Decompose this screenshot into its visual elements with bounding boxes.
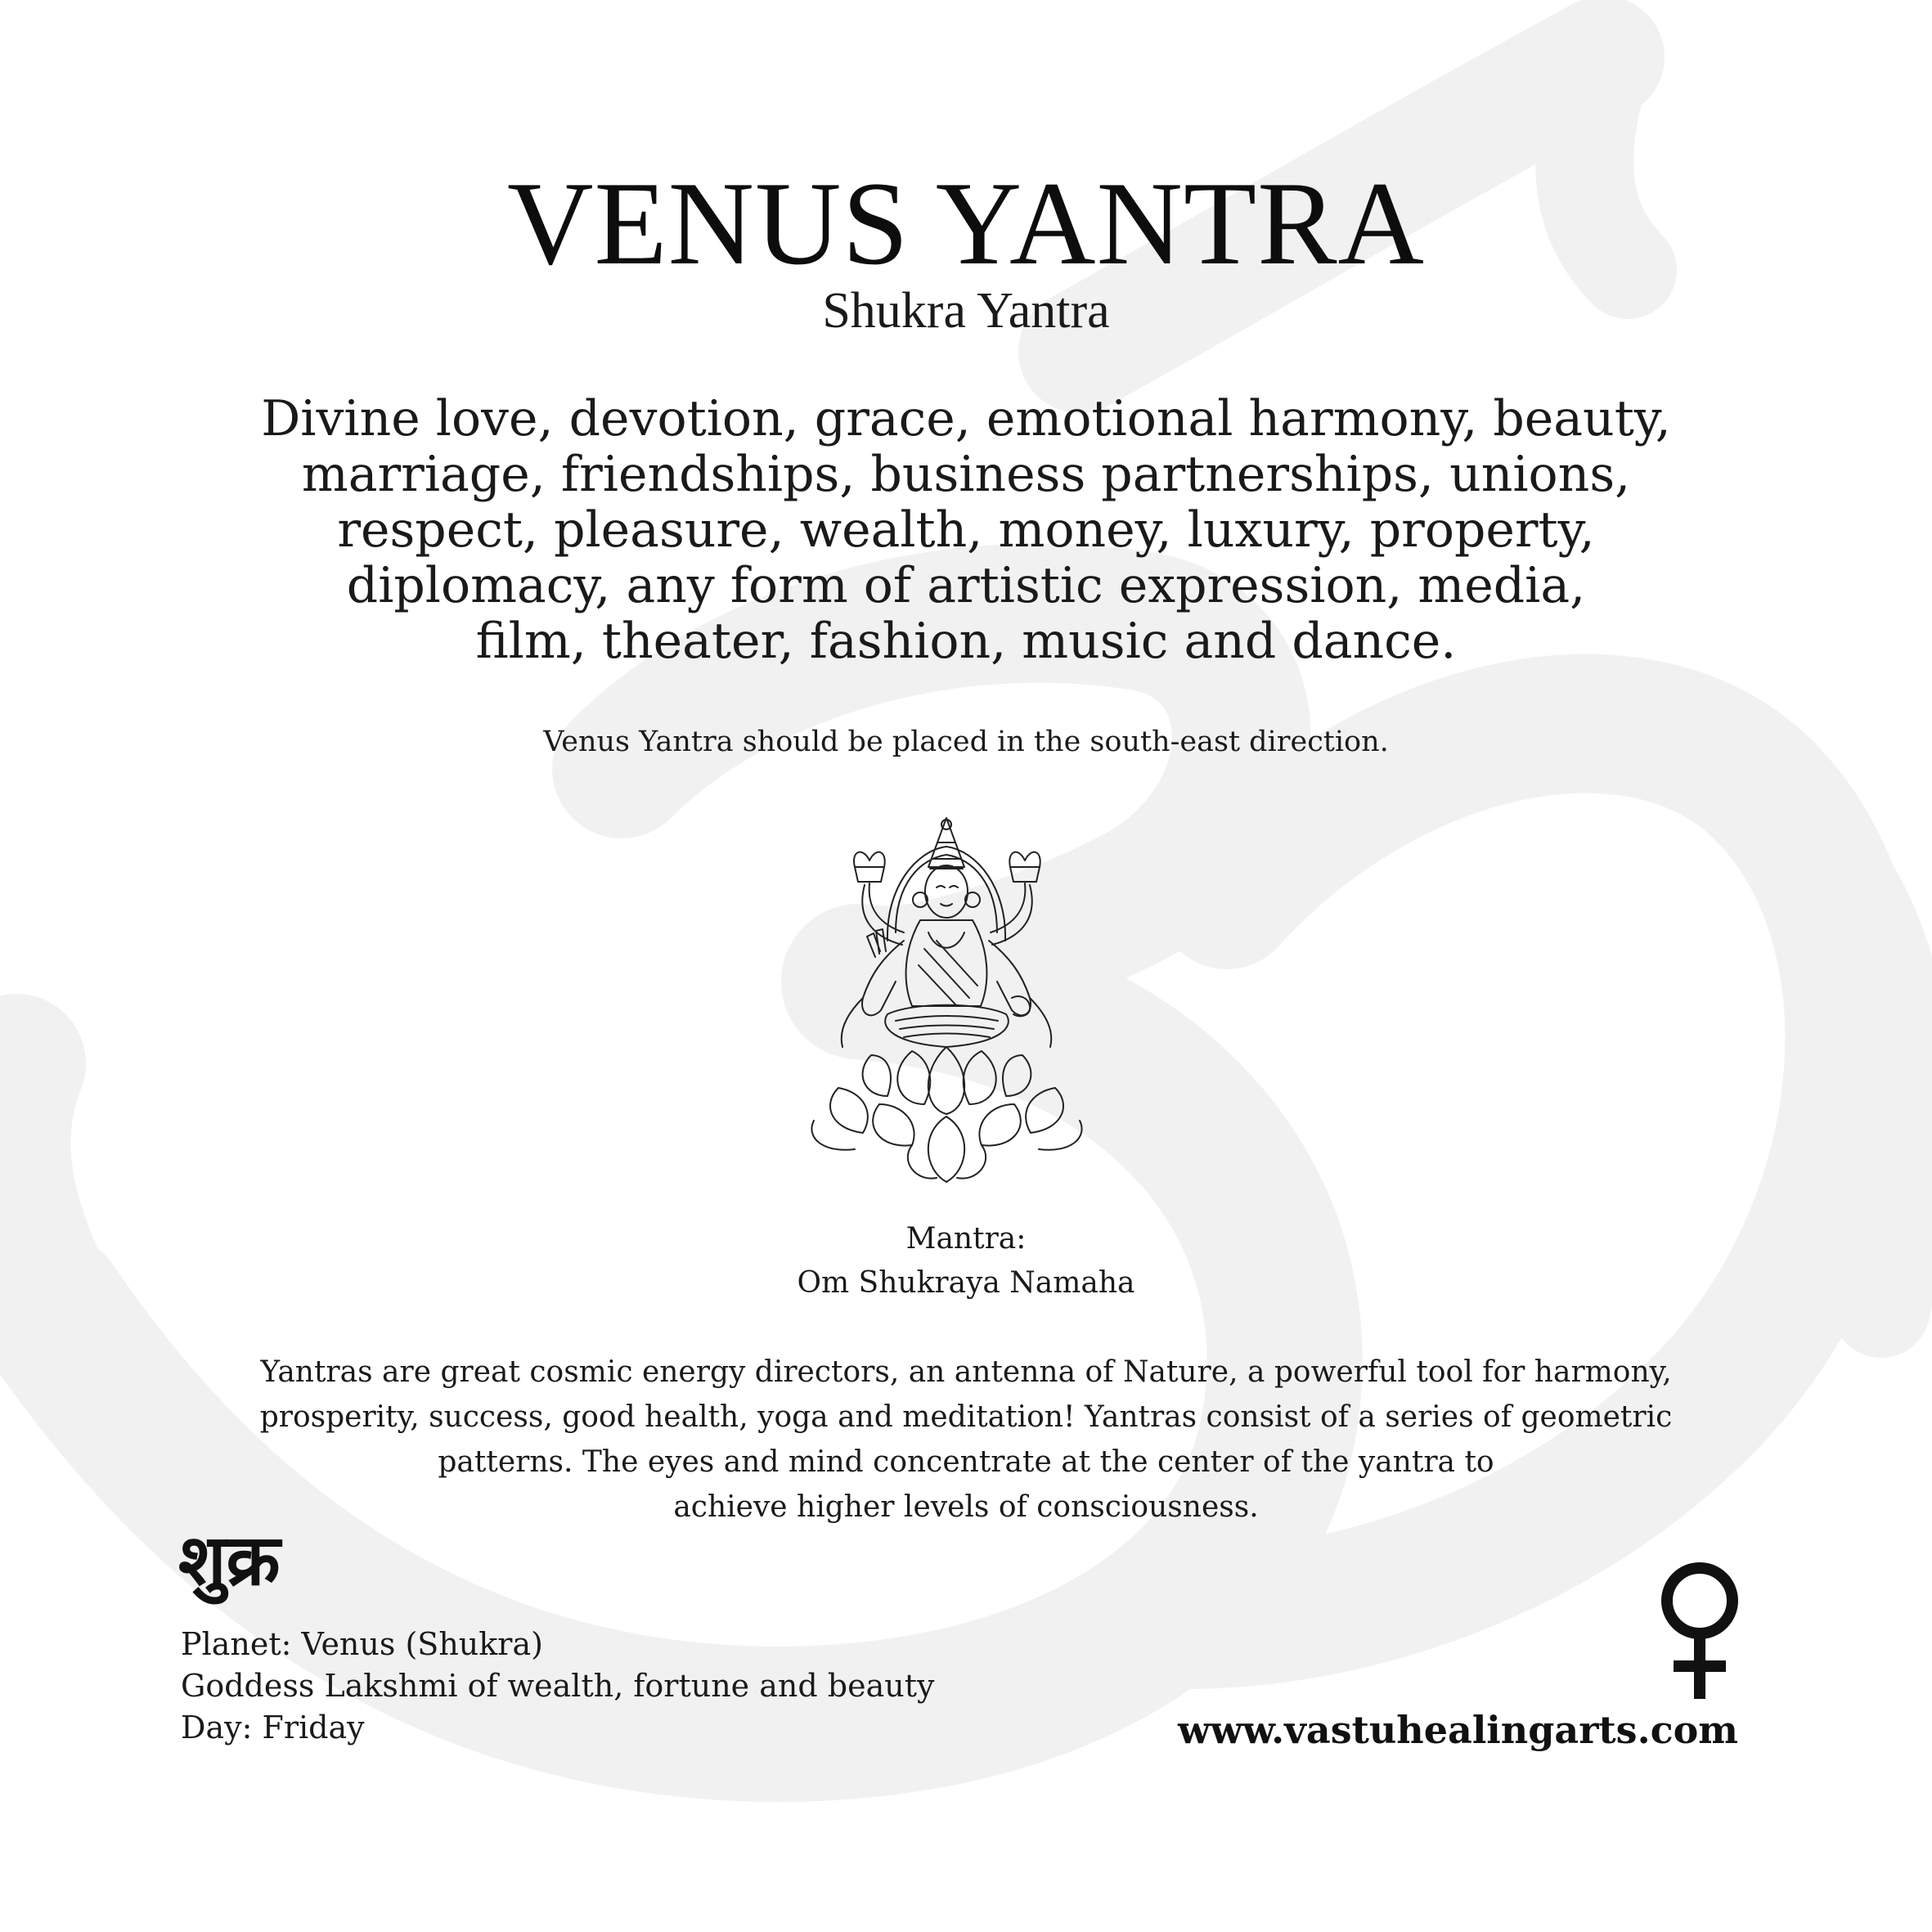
attributes-line: marriage, friendships, business partnerships, unions, xyxy=(301,446,1631,503)
attributes-line: diplomacy, any form of artistic expression, media, xyxy=(346,557,1586,614)
deity-line: Goddess Lakshmi of wealth, fortune and beauty xyxy=(181,1668,935,1704)
devanagari-shukra: शुक्र xyxy=(178,1520,281,1602)
venus-symbol-icon xyxy=(1651,1558,1749,1705)
about-line: Yantras are great cosmic energy directors, an antenna of Nature, a powerful tool for harmony, xyxy=(260,1355,1672,1389)
day-line: Day: Friday xyxy=(181,1710,365,1746)
attributes-line: film, theater, fashion, music and dance. xyxy=(475,613,1457,670)
about-line: prosperity, success, good health, yoga and meditation! Yantras consist of a series of geometric xyxy=(259,1400,1673,1434)
mantra-text: Om Shukraya Namaha xyxy=(797,1266,1135,1300)
attributes-line: respect, pleasure, wealth, money, luxury, property, xyxy=(337,501,1595,559)
mantra-label: Mantra: xyxy=(905,1222,1027,1256)
page-title: VENUS YANTRA xyxy=(507,157,1425,290)
attributes-paragraph xyxy=(0,391,1932,669)
goddess-lakshmi-icon xyxy=(806,810,1088,1188)
about-line: patterns. The eyes and mind concentrate at the center of the yantra to xyxy=(438,1445,1494,1479)
planet-line: Planet: Venus (Shukra) xyxy=(181,1626,543,1662)
page-subtitle: Shukra Yantra xyxy=(822,283,1110,339)
placement-note: Venus Yantra should be placed in the south-east direction. xyxy=(543,726,1389,758)
planet-details xyxy=(181,1624,934,1749)
attributes-line: Divine love, devotion, grace, emotional harmony, beauty, xyxy=(261,390,1671,447)
about-yantras-paragraph xyxy=(0,1350,1932,1530)
website-url[interactable]: www.vastuhealingarts.com xyxy=(1178,1708,1738,1752)
about-line: achieve higher levels of consciousness. xyxy=(673,1490,1259,1524)
mantra-block xyxy=(0,1217,1932,1305)
